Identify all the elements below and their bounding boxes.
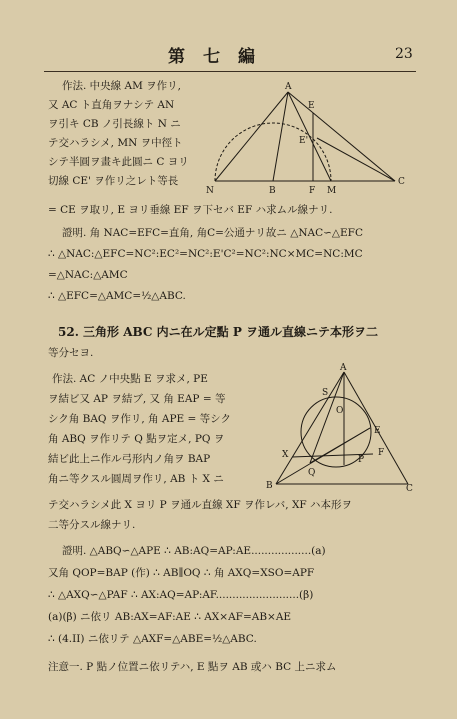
text-line-20: テ交ハラシメ此 X ヨリ P ヲ通ル直線 XF ヲ作レバ, XF ハ本形ヲ	[48, 499, 353, 511]
text-line-4: テ交ハラシメ, MN ヲ中徑ト	[48, 137, 183, 149]
fig1-label-4: B	[269, 186, 276, 196]
text-line-22: 證明. △ABQ∽△APE ∴ AB:AQ=AP:AE..................(a)	[62, 545, 326, 557]
header-rule	[44, 71, 416, 72]
text-line-10: =△NAC:△AMC	[48, 269, 128, 281]
fig2-label-1: S	[322, 388, 329, 398]
text-line-1: 作法. 中央線 AM ヲ作リ,	[62, 80, 182, 92]
fig1-label-2: E'	[299, 136, 309, 146]
text-line-2: 又 AC ト直角ヲナシテ AN	[48, 99, 175, 111]
text-line-17: 角 ABQ ヲ作リテ Q 點ヲ定メ, PQ ヲ	[48, 433, 225, 445]
text-line-26: ∴ (4.II) ニ依リテ △AXF=△ABE=½△ABC.	[48, 633, 257, 645]
fig1-label-7: C	[398, 177, 405, 187]
fig2-label-6: X	[282, 450, 289, 460]
text-line-3: ヲ引キ CB ノ引長線ト N ニ	[48, 118, 181, 130]
text-line-13: 等分セヨ.	[48, 347, 94, 359]
text-line-16: シク角 BAQ ヲ作リ, 角 APE = 等シク	[48, 413, 231, 425]
page-number: 23	[395, 46, 413, 62]
text-line-6: 切線 CE' ヲ作リ之レト等長	[48, 175, 179, 187]
fig1-label-1: E	[308, 101, 315, 111]
text-line-21: 二等分スル線ナリ.	[48, 519, 136, 531]
text-line-9: ∴ △NAC:△EFC=NC²:EC²=NC²:E'C²=NC²:NC×MC=NC:MC	[48, 248, 363, 260]
fig1-label-6: M	[327, 186, 337, 196]
text-line-15: ヲ結ビ又 AP ヲ結ブ, 又 角 EAP = 等	[48, 393, 226, 405]
fig2-label-4: E	[374, 426, 381, 436]
problem-52-heading: 52. 三角形 ABC 内ニ在ル定點 P ヲ通ル直線ニテ本形ヲ二	[58, 325, 379, 339]
fig2-label-0: A	[340, 363, 347, 373]
text-line-14: 作法. AC ノ中央點 E ヲ求メ, PE	[52, 373, 208, 385]
fig2-label-2: O	[336, 406, 344, 416]
fig2-label-8: B	[266, 481, 273, 491]
fig1-label-0: A	[285, 82, 292, 92]
text-line-5: シテ半圓ヲ畫キ此圓ニ C ヨリ	[48, 156, 189, 168]
fig2-label-7: Q	[308, 468, 316, 478]
text-line-23: 又角 QOP=BAP (作) ∴ AB∥OQ ∴ 角 AXQ=XSO=APF	[48, 567, 315, 579]
text-line-8: 證明. 角 NAC=EFC=直角, 角C=公通ナリ故ニ △NAC∽△EFC	[62, 227, 363, 239]
text-line-25: (a)(β) ニ依リ AB:AX=AF:AE ∴ AX×AF=AB×AE	[48, 611, 292, 623]
text-line-24: ∴ △AXQ∽△PAF ∴ AX:AQ=AP:AF.........................(β)	[48, 589, 314, 601]
text-line-11: ∴ △EFC=△AMC=½△ABC.	[48, 290, 186, 302]
text-line-27: 注意一. P 點ノ位置ニ依リテハ, E 點ヲ AB 或ハ BC 上ニ求ム	[48, 661, 337, 673]
fig1-label-3: N	[206, 186, 214, 196]
fig1-label-5: F	[309, 186, 316, 196]
text-line-18: 結ビ此上ニ作ル弓形内ノ角ヲ BAP	[48, 453, 211, 465]
chapter-title: 第七編	[168, 47, 273, 67]
figure-triangle-semicircle	[205, 80, 415, 200]
fig2-label-9: C	[406, 484, 413, 492]
fig2-label-3: P	[358, 455, 365, 465]
text-line-19: 角ニ等クスル圓周ヲ作リ, AB ト X ニ	[48, 473, 224, 485]
text-line-7: = CE ヲ取リ, E ヨリ垂線 EF ヲ下セバ EF ハ求ムル線ナリ.	[48, 204, 333, 216]
fig2-label-5: F	[378, 448, 385, 458]
figure-triangle-circle	[260, 362, 416, 492]
